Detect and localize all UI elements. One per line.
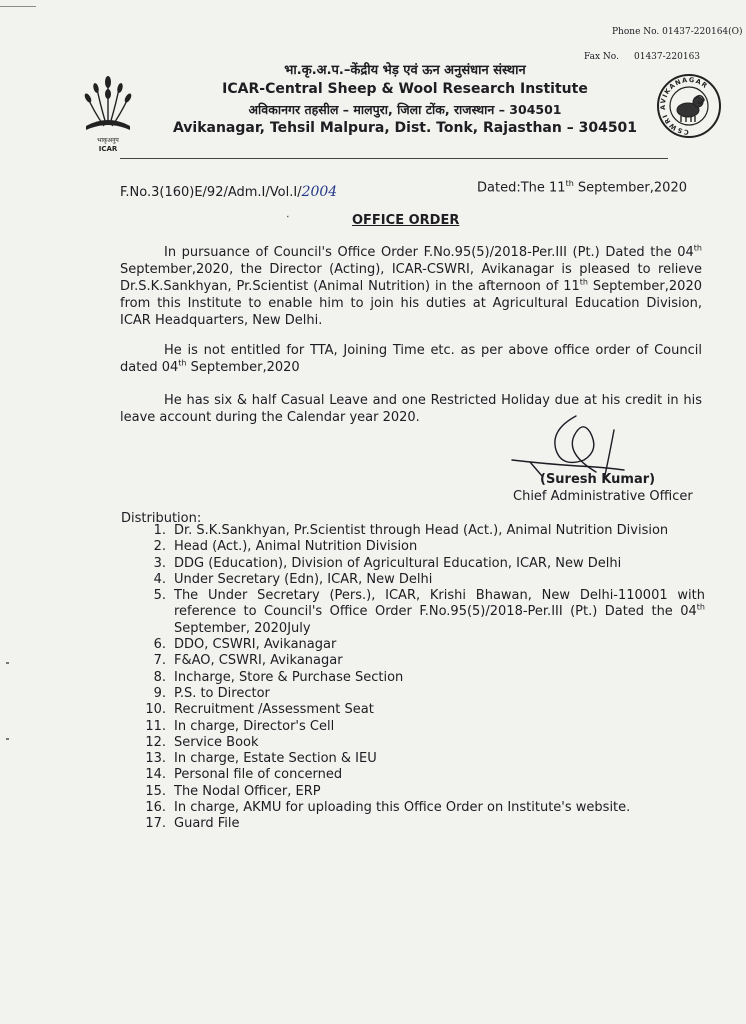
list-item (140, 670, 705, 686)
list-item (140, 719, 705, 735)
item-text: Under Secretary (Edn), ICAR, New Delhi (174, 571, 433, 587)
p1-part-a: In pursuance of Council's Office Order F.No.95(5)/2018-Per.III (Pt.) Dated the 04 (164, 245, 694, 260)
institute-address-english: Avikanagar, Tehsil Malpura, Dist. Tonk, Rajasthan – 304501 (172, 120, 638, 136)
item-text: DDO, CSWRI, Avikanagar (174, 637, 337, 653)
list-item (140, 751, 705, 767)
header-divider (120, 158, 668, 159)
icar-wheat-logo-icon (78, 70, 138, 154)
signatory-name: (Suresh Kumar) (540, 472, 656, 487)
institute-name-hindi: भा.कृ.अ.प.–केंद्रीय भेड़ एवं ऊन अनुसंधान संस्थान (284, 63, 526, 78)
item-number: 2. (153, 539, 166, 555)
paragraph-relieving (120, 244, 702, 329)
item-text: F&AO, CSWRI, Avikanagar (174, 653, 343, 669)
scan-edge-line (0, 6, 36, 7)
handwritten-dispatch-number: 2004 (301, 184, 338, 200)
list-item (140, 735, 705, 751)
item-number: 1. (153, 523, 166, 538)
p2-sup: th (178, 358, 187, 368)
phone-value: 01437-220164(O) (662, 27, 743, 37)
list-item (140, 572, 705, 588)
item-number: 5. (153, 588, 166, 604)
tick-mark: ⸼ (287, 207, 290, 218)
fax-value: 01437-220163 (634, 52, 701, 62)
date-prefix: Dated:The 11 (477, 180, 566, 196)
list-item (140, 816, 705, 832)
item-text: In charge, AKMU for uploading this Office Order on Institute's website. (174, 800, 631, 816)
item-number: 14. (145, 767, 166, 783)
item-number: 9. (153, 685, 166, 701)
fax-label: Fax No. (584, 52, 619, 62)
p1-sup-1: th (693, 243, 702, 253)
item-number: 8. (153, 669, 166, 685)
p1-part-c: September,2020 from this Institute to enable him to join his duties at Agricultural Education Division, ICAR Headquarters, New Delhi. (120, 279, 702, 328)
list-item (140, 784, 705, 800)
paragraph-leave: He has six & half Casual Leave and one Restricted Holiday due at his credit in his leave account during the Calendar year 2020. (120, 393, 702, 425)
item-text: Recruitment /Assessment Seat (174, 702, 374, 718)
scan-speck (6, 738, 9, 740)
item-text: Dr. S.K.Sankhyan, Pr.Scientist through Head (Act.), Animal Nutrition Division (174, 523, 669, 538)
order-date (477, 179, 687, 195)
item-number: 15. (145, 783, 166, 799)
item-text: In charge, Estate Section & IEU (174, 751, 377, 767)
item-number: 16. (145, 800, 166, 816)
list-item (140, 800, 705, 816)
item-text-end: September, 2020July (174, 620, 311, 636)
item-text: Head (Act.), Animal Nutrition Division (174, 539, 418, 555)
list-item (140, 556, 705, 572)
list-item (140, 637, 705, 653)
item-number: 7. (153, 653, 166, 669)
item-text: P.S. to Director (174, 685, 270, 701)
item-text: Guard File (174, 816, 240, 832)
item-text: Service Book (174, 734, 259, 750)
distribution-heading: Distribution: (121, 511, 202, 526)
p1-part-b: September,2020, the Director (Acting), ICAR-CSWRI, Avikanagar is pleased to relieve Dr.S.K.Sankhyan, Pr.Scientist (Animal Nutrition) in the afternoon of 11 (120, 262, 702, 294)
logo-caption-hindi: भाकृअनुप (97, 137, 119, 144)
list-item (140, 588, 705, 637)
date-sup: th (565, 179, 574, 188)
list-item (140, 653, 705, 669)
seal-ring-text: CSWRI AVIKANAGAR (658, 75, 710, 137)
paragraph-tta (120, 342, 702, 376)
item-number: 11. (145, 718, 166, 734)
p2-part-a: He is not entitled for TTA, Joining Time etc. as per above office order of Council dated 04 (120, 343, 702, 375)
list-item (140, 539, 705, 555)
list-item (140, 767, 705, 783)
item-sup: th (696, 603, 705, 613)
item-text: The Nodal Officer, ERP (174, 783, 321, 799)
item-number: 3. (153, 555, 166, 571)
logo-caption-english: ICAR (98, 145, 118, 153)
list-item (140, 523, 705, 539)
item-text: Incharge, Store & Purchase Section (174, 669, 404, 685)
item-number: 12. (145, 734, 166, 750)
item-number: 6. (153, 637, 166, 653)
p2-part-b: September,2020 (186, 360, 300, 375)
list-item (140, 686, 705, 702)
item-text: Personal file of concerned (174, 767, 343, 783)
cswri-ram-seal-icon (654, 72, 724, 140)
item-number: 17. (145, 816, 166, 832)
file-number: F.No.3(160)E/92/Adm.I/Vol.I/ (120, 185, 302, 200)
phone-line (612, 27, 743, 37)
date-suffix: September,2020 (573, 180, 687, 196)
institute-name-english: ICAR-Central Sheep & Wool Research Institute (222, 81, 588, 97)
phone-label: Phone No. (612, 27, 660, 37)
item-number: 13. (145, 751, 166, 767)
institute-address-hindi: अविकानगर तहसील – मालपुरा, जिला टोंक, राजस्थान – 304501 (248, 102, 562, 117)
item-number: 4. (153, 571, 166, 587)
document-title: OFFICE ORDER (352, 213, 460, 228)
list-item (140, 702, 705, 718)
file-reference (120, 184, 337, 200)
distribution-list (140, 523, 705, 833)
p1-sup-2: th (579, 277, 589, 287)
item-text: The Under Secretary (Pers.), ICAR, Krishi Bhawan, New Delhi-110001 with reference to Council's Office Order F.No.95(5)/2018-Per.III (Pt.) Dated the 04 (174, 588, 705, 620)
signatory-designation: Chief Administrative Officer (513, 489, 693, 504)
scan-speck (6, 662, 9, 664)
item-number: 10. (145, 702, 166, 718)
item-text: DDG (Education), Division of Agricultural Education, ICAR, New Delhi (174, 555, 622, 571)
item-text: In charge, Director's Cell (174, 718, 335, 734)
